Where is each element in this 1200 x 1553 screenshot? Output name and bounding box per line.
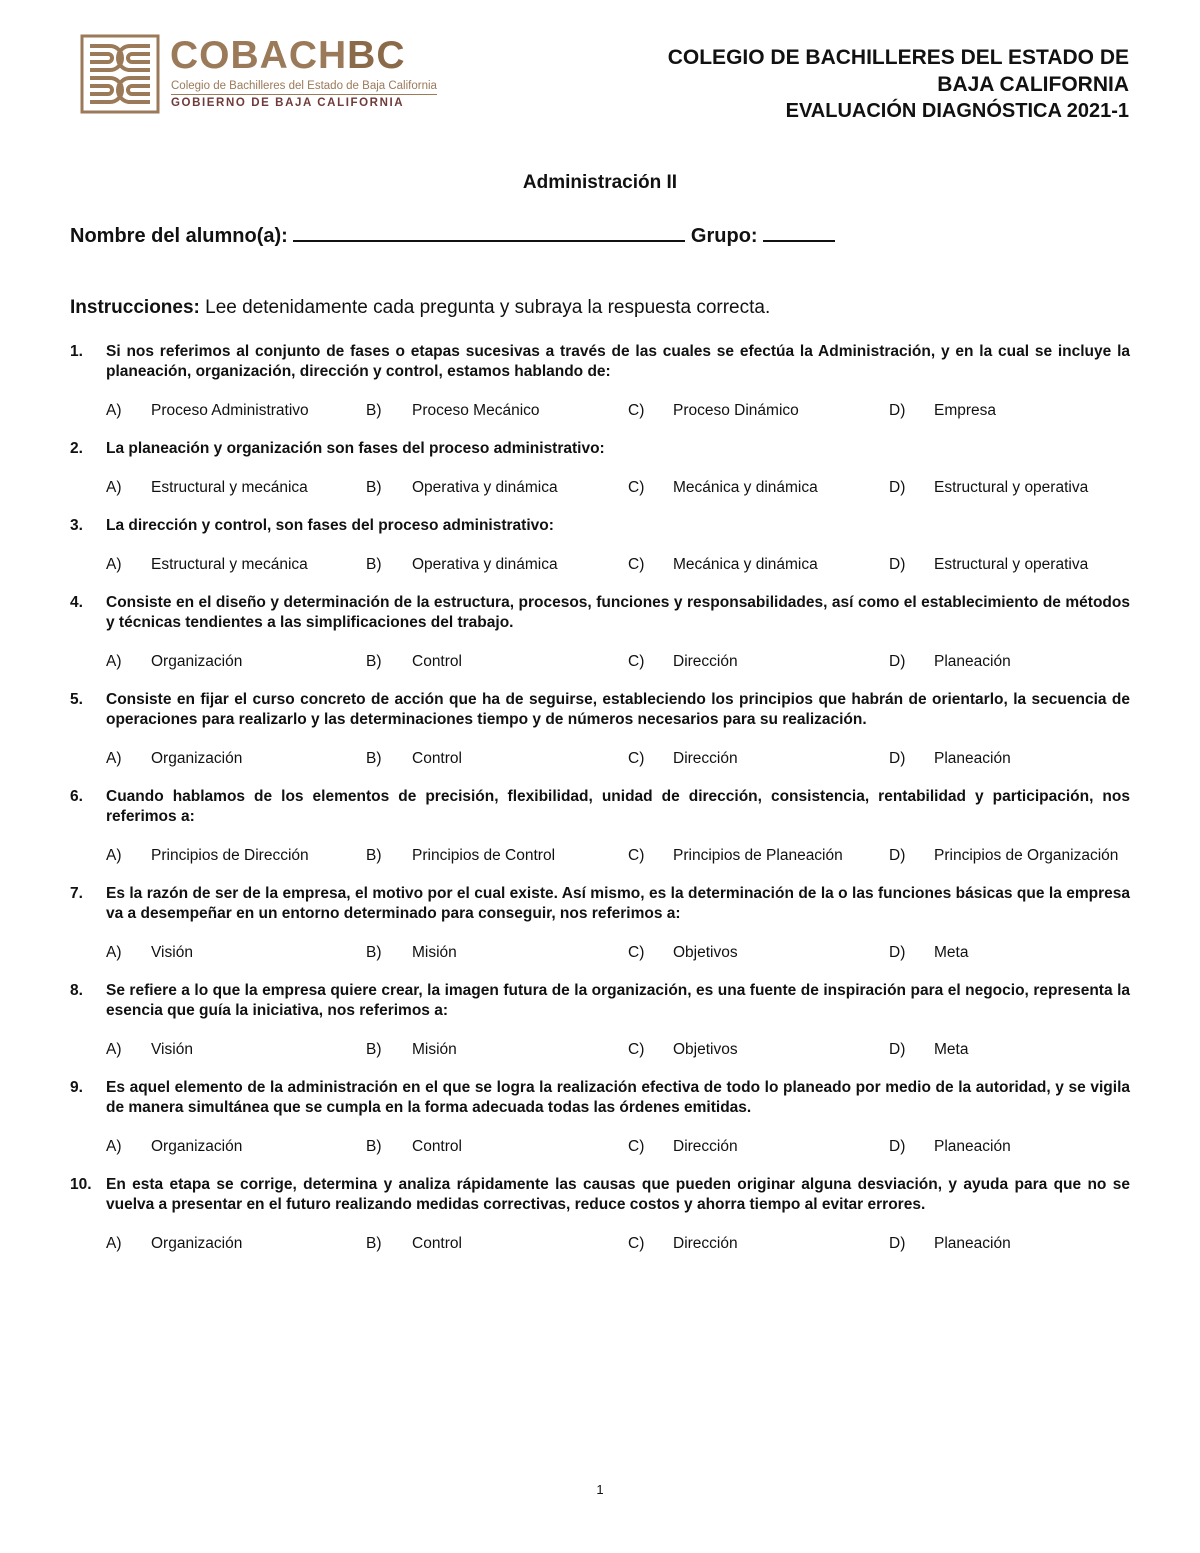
question-text: Consiste en fijar el curso concreto de acción que ha de seguirse, estableciendo los principios que habrán de orientarlo, la secuencia de operaciones para realizarlo y las determinaciones tiempo y de números necesarios para su realización. [106, 691, 1130, 728]
option-letter: B) [366, 1138, 382, 1155]
header-line-1: COLEGIO DE BACHILLERES DEL ESTADO DE [667, 46, 1129, 69]
option-letter: C) [628, 1138, 645, 1155]
question-item [70, 884, 1130, 963]
name-label: Nombre del alumno(a): [70, 225, 288, 247]
question-item [70, 981, 1130, 1060]
answer-options [70, 1137, 1130, 1157]
option-letter: B) [366, 750, 382, 767]
question-number: 1. [70, 343, 83, 360]
document-header [668, 44, 1129, 125]
question-number: 7. [70, 885, 83, 902]
option-text[interactable]: Meta [934, 1041, 969, 1058]
option-letter: D) [889, 944, 906, 961]
option-text[interactable]: Dirección [673, 750, 738, 767]
question-number: 8. [70, 982, 83, 999]
option-text[interactable]: Misión [412, 1041, 457, 1058]
group-blank[interactable] [763, 222, 835, 242]
option-letter: D) [889, 750, 906, 767]
option-text[interactable]: Empresa [934, 402, 997, 419]
option-letter: C) [628, 847, 645, 864]
option-text[interactable]: Principios de Planeación [673, 847, 843, 864]
option-text[interactable]: Proceso Dinámico [673, 402, 799, 419]
question-number: 10. [70, 1176, 92, 1193]
question-item [70, 787, 1130, 866]
answer-options [70, 749, 1130, 769]
question-text: Si nos referimos al conjunto de fases o etapas sucesivas a través de las cuales se efectúa la Administración, y en la cual se incluye la planeación, organización, dirección y control, estamos hablando de: [106, 343, 1130, 380]
instructions [70, 297, 770, 319]
option-text[interactable]: Dirección [673, 1138, 738, 1155]
question-text: La planeación y organización son fases del proceso administrativo: [106, 440, 605, 457]
group-label: Grupo: [690, 225, 758, 247]
option-text[interactable]: Control [412, 1235, 462, 1252]
option-text[interactable]: Organización [151, 750, 243, 767]
option-text[interactable]: Estructural y operativa [934, 479, 1089, 496]
student-info [70, 222, 835, 248]
option-letter: B) [366, 556, 382, 573]
question-item [70, 1078, 1130, 1157]
option-text[interactable]: Visión [151, 944, 193, 961]
option-letter: D) [889, 1041, 906, 1058]
answer-options [70, 1234, 1130, 1254]
answer-options [70, 478, 1130, 498]
question-stem [70, 690, 1130, 730]
question-text: Se refiere a lo que la empresa quiere crear, la imagen futura de la organización, es una fuente de inspiración para el negocio, representa la esencia que guía la iniciativa, nos referimos a: [106, 982, 1130, 1019]
option-text[interactable]: Estructural y mecánica [151, 479, 308, 496]
option-letter: A) [106, 479, 122, 496]
option-letter: D) [889, 402, 906, 419]
option-letter: A) [106, 556, 122, 573]
option-text[interactable]: Planeación [934, 750, 1011, 767]
option-text[interactable]: Objetivos [673, 1041, 738, 1058]
question-item [70, 439, 1130, 498]
question-item [70, 516, 1130, 575]
question-text: La dirección y control, son fases del proceso administrativo: [106, 517, 554, 534]
option-text[interactable]: Organización [151, 1235, 243, 1252]
question-stem [70, 787, 1130, 827]
question-number: 3. [70, 517, 83, 534]
option-letter: A) [106, 1041, 122, 1058]
question-list [70, 342, 1130, 1254]
option-letter: D) [889, 1138, 906, 1155]
option-text[interactable]: Mecánica y dinámica [673, 479, 818, 496]
question-text: En esta etapa se corrige, determina y analiza rápidamente las causas que pueden originar alguna desviación, y ayuda para que no se vuelva a presentar en el futuro realizando medidas correctivas, reduce costos y ahorra tiempo al evitar errores. [106, 1176, 1130, 1213]
answer-options [70, 846, 1130, 866]
question-item [70, 593, 1130, 672]
option-letter: C) [628, 402, 645, 419]
option-letter: D) [889, 847, 906, 864]
question-stem [70, 593, 1130, 633]
option-text[interactable]: Mecánica y dinámica [673, 556, 818, 573]
option-text[interactable]: Organización [151, 1138, 243, 1155]
subject-title: Administración II [522, 172, 678, 193]
option-letter: D) [889, 479, 906, 496]
option-letter: A) [106, 944, 122, 961]
question-stem [70, 1078, 1130, 1118]
instructions-text: Lee detenidamente cada pregunta y subraya la respuesta correcta. [205, 297, 771, 318]
answer-options [70, 652, 1130, 672]
header-line-2: BAJA CALIFORNIA [937, 73, 1129, 96]
question-number: 5. [70, 691, 83, 708]
option-letter: D) [889, 653, 906, 670]
option-letter: B) [366, 479, 382, 496]
option-text[interactable]: Operativa y dinámica [412, 479, 558, 496]
question-text: Es la razón de ser de la empresa, el motivo por el cual existe. Así mismo, es la determinación de la o las funciones básicas que la empresa va a desempeñar en un entorno determinado para conseguir, nos referimos a: [106, 885, 1130, 922]
question-stem [70, 516, 1130, 536]
option-text[interactable]: Principios de Organización [934, 847, 1119, 864]
option-text[interactable]: Principios de Dirección [151, 847, 309, 864]
question-text: Consiste en el diseño y determinación de la estructura, procesos, funciones y responsabilidades, así como el establecimiento de métodos y técnicas tendientes a las simplificaciones del trabajo. [106, 594, 1130, 631]
question-stem [70, 884, 1130, 924]
option-text[interactable]: Proceso Administrativo [151, 402, 309, 419]
question-stem [70, 981, 1130, 1021]
option-letter: B) [366, 944, 382, 961]
option-text[interactable]: Organización [151, 653, 243, 670]
option-letter: B) [366, 402, 382, 419]
answer-options [70, 401, 1130, 421]
option-letter: B) [366, 1041, 382, 1058]
question-text: Es aquel elemento de la administración en el que se logra la realización efectiva de todo lo planeado por medio de la autoridad, y se vigila de manera simultánea que se cumpla en la forma adecuada todas las órdenes emitidas. [106, 1079, 1130, 1116]
question-text: Cuando hablamos de los elementos de precisión, flexibilidad, unidad de dirección, consistencia, rentabilidad y participación, nos referimos a: [106, 788, 1130, 825]
option-letter: A) [106, 750, 122, 767]
option-text[interactable]: Objetivos [673, 944, 738, 961]
option-letter: D) [889, 1235, 906, 1252]
logo-government: GOBIERNO DE BAJA CALIFORNIA [171, 97, 405, 109]
option-text[interactable]: Meta [934, 944, 969, 961]
instructions-label: Instrucciones: [70, 297, 200, 318]
option-letter: C) [628, 1041, 645, 1058]
name-blank[interactable] [293, 222, 685, 242]
answer-options [70, 943, 1130, 963]
question-number: 4. [70, 594, 83, 611]
option-text[interactable]: Principios de Control [412, 847, 556, 864]
option-letter: C) [628, 556, 645, 573]
option-text[interactable]: Control [412, 653, 462, 670]
option-text[interactable]: Estructural y operativa [934, 556, 1089, 573]
option-text[interactable]: Planeación [934, 1138, 1011, 1155]
option-letter: C) [628, 653, 645, 670]
option-text[interactable]: Control [412, 1138, 462, 1155]
logo-divider [171, 94, 437, 95]
question-stem [70, 439, 1130, 459]
question-number: 6. [70, 788, 83, 805]
answer-options [70, 1040, 1130, 1060]
logo-wordmark: COBACHBC [170, 34, 406, 77]
option-letter: C) [628, 750, 645, 767]
option-letter: A) [106, 847, 122, 864]
option-text[interactable]: Planeación [934, 653, 1011, 670]
option-letter: B) [366, 847, 382, 864]
option-text[interactable]: Estructural y mecánica [151, 556, 308, 573]
header-evaluation: EVALUACIÓN DIAGNÓSTICA 2021-1 [785, 100, 1129, 122]
option-letter: B) [366, 653, 382, 670]
question-number: 2. [70, 440, 83, 457]
question-stem [70, 1175, 1130, 1215]
option-text[interactable]: Operativa y dinámica [412, 556, 558, 573]
option-text[interactable]: Dirección [673, 653, 738, 670]
option-letter: D) [889, 556, 906, 573]
option-letter: A) [106, 653, 122, 670]
cobach-logo [80, 34, 440, 116]
question-number: 9. [70, 1079, 83, 1096]
question-item [70, 342, 1130, 421]
option-letter: C) [628, 944, 645, 961]
option-text[interactable]: Control [412, 750, 462, 767]
option-letter: A) [106, 1138, 122, 1155]
option-text[interactable]: Planeación [934, 1235, 1011, 1252]
question-item [70, 690, 1130, 769]
option-letter: C) [628, 1235, 645, 1252]
option-text[interactable]: Misión [412, 944, 457, 961]
cobach-emblem-icon [80, 34, 160, 114]
option-letter: A) [106, 1235, 122, 1252]
logo-subtitle: Colegio de Bachilleres del Estado de Baja California [171, 80, 437, 92]
option-text[interactable]: Dirección [673, 1235, 738, 1252]
question-item [70, 1175, 1130, 1254]
option-letter: C) [628, 479, 645, 496]
option-text[interactable]: Proceso Mecánico [412, 402, 540, 419]
question-stem [70, 342, 1130, 382]
option-letter: A) [106, 402, 122, 419]
option-text[interactable]: Visión [151, 1041, 193, 1058]
answer-options [70, 555, 1130, 575]
option-letter: B) [366, 1235, 382, 1252]
page-number: 1 [596, 1482, 604, 1497]
